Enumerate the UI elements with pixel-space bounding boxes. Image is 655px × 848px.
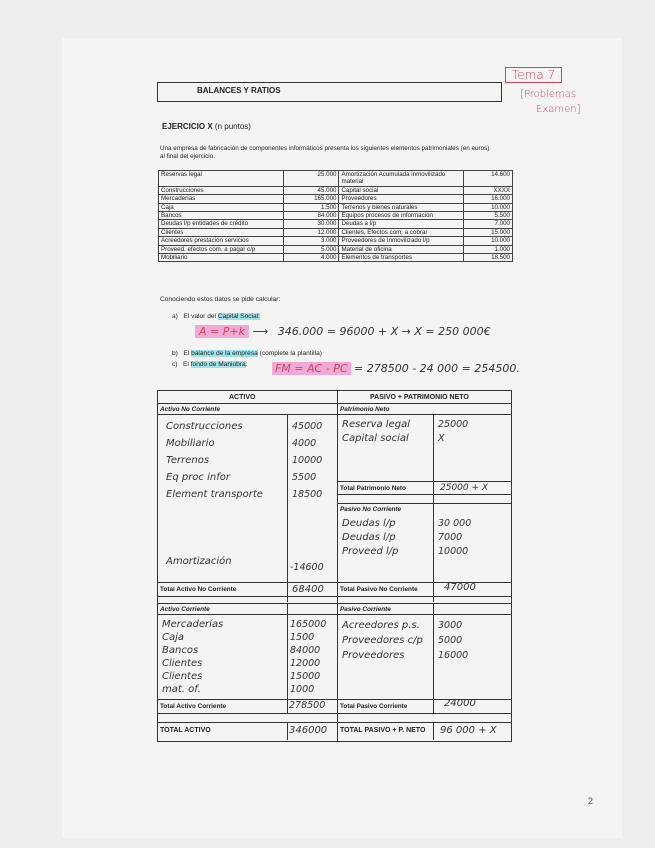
- question-a-letter: a): [172, 313, 178, 320]
- pnc-value: 30 000: [438, 518, 472, 529]
- pn-items: [342, 418, 410, 446]
- capital-calc: 346.000 = 96000 + X → X = 250 000€: [277, 325, 491, 338]
- pc-item: Proveedores: [342, 650, 405, 661]
- element-name: Clientes, Efectos com. a cobrar: [339, 228, 464, 236]
- element-name: Amortización Acumulada inmovilizado material: [339, 171, 464, 187]
- element-name: Construcciones: [159, 186, 284, 194]
- pn-item: Capital social: [342, 433, 409, 444]
- pnc-value: 7000: [438, 532, 463, 543]
- element-row: [159, 195, 513, 203]
- element-name: Mobiliario: [159, 254, 284, 262]
- element-value: 10.000: [464, 203, 513, 211]
- ac-item: Caja: [162, 632, 185, 643]
- element-name: Proveed. efectos com. a pagar c/p: [159, 245, 284, 253]
- tpnc-label: Total Pasivo No Corriente: [340, 586, 418, 593]
- anc-item: Mobiliario: [166, 438, 215, 449]
- element-name: Acreedores prestación servicios: [159, 237, 284, 245]
- question-c-suffix: :: [245, 361, 248, 368]
- anc-item: Construcciones: [166, 421, 243, 432]
- question-a-answer: [195, 325, 491, 338]
- question-b: [172, 350, 322, 357]
- ac-value: 15000: [290, 671, 321, 682]
- tanc-rule-bottom: [157, 596, 511, 597]
- element-value: 12.000: [284, 228, 339, 236]
- element-row: [159, 254, 513, 262]
- element-name: Proveedores: [339, 195, 464, 203]
- element-name: Deudas a l/p: [339, 220, 464, 228]
- tpn-label: Total Patrimonio Neto: [340, 485, 406, 492]
- total-activo-label: TOTAL ACTIVO: [160, 727, 211, 734]
- element-name: Reservas legal: [159, 171, 284, 187]
- pn-header: Patrimonio Neto: [340, 406, 390, 413]
- pnc-rule: [337, 503, 511, 504]
- total-activo-value: 346000: [289, 725, 328, 736]
- ac-values: [290, 618, 326, 696]
- element-name: Capital social: [339, 186, 464, 194]
- arrow-glyph: ⟶: [252, 325, 269, 338]
- tpnc-value: 47000: [444, 582, 476, 593]
- anc-value: 4000: [292, 438, 317, 449]
- ac-items: [162, 618, 223, 696]
- element-name: Material de oficina: [339, 245, 464, 253]
- anc-value: 10000: [292, 455, 323, 466]
- ac-value: 1000: [290, 684, 315, 695]
- element-value: 14.600: [464, 171, 513, 187]
- activo-header: ACTIVO: [229, 394, 256, 401]
- pnc-item: Deudas l/p: [342, 518, 396, 529]
- element-name: Mercaderías: [159, 195, 284, 203]
- pasivo-header: PASIVO + PATRIMONIO NETO: [370, 394, 469, 401]
- ac-value: 1500: [290, 632, 315, 643]
- anc-values: [292, 418, 322, 503]
- total-activo-divider: [287, 722, 288, 740]
- element-value: 84.000: [284, 212, 339, 220]
- formula-a-p-k: A = P+k: [195, 325, 249, 338]
- element-row: [159, 245, 513, 253]
- tac-rule-bottom: [157, 713, 511, 714]
- element-value: 15.000: [464, 228, 513, 236]
- element-name: Terrenos y bienes naturales: [339, 203, 464, 211]
- element-name: Equipos procesos de información: [339, 212, 464, 220]
- pn-value: X: [438, 433, 445, 444]
- ac-subheader-rule: [157, 614, 511, 615]
- element-name: Caja: [159, 203, 284, 211]
- question-a-text: El valor del: [183, 313, 218, 320]
- balance-highlight: balance de la empresa: [191, 350, 258, 357]
- pc-item: Proveedores c/p: [342, 635, 423, 646]
- tpc-label: Total Pasivo Corriente: [340, 703, 408, 710]
- question-c-letter: c): [172, 361, 178, 368]
- question-c: [172, 361, 248, 368]
- anc-value: 45000: [292, 421, 323, 432]
- ac-item: Clientes: [162, 658, 203, 669]
- element-value: 3.000: [284, 237, 339, 245]
- element-row: [159, 228, 513, 236]
- tema-note-box: Tema 7: [505, 67, 562, 83]
- element-name: Proveedores de Inmovilizado l/p: [339, 237, 464, 245]
- formula-fm: FM = AC - PC: [272, 362, 351, 375]
- element-value: 5.000: [284, 245, 339, 253]
- total-pasivo-value: 96 000 + X: [440, 725, 497, 736]
- element-row: [159, 220, 513, 228]
- element-value: 5.500: [464, 212, 513, 220]
- question-b-text: El: [183, 350, 192, 357]
- pc-values: [438, 618, 468, 663]
- tpc-value: 24000: [444, 698, 476, 709]
- ac-header: Activo Corriente: [160, 606, 210, 613]
- total-pasivo-divider: [433, 722, 434, 740]
- tema-note-sub2: Examen]: [536, 104, 581, 115]
- pc-items: [342, 618, 423, 663]
- element-name: Deudas l/p entidades de crédito: [159, 220, 284, 228]
- amortizacion-value: -14600: [290, 562, 324, 573]
- exercise-title: EJERCICIO X: [162, 122, 213, 131]
- element-value: 18.500: [464, 254, 513, 262]
- pc-value: 16000: [438, 650, 469, 661]
- intro-line-2: al final del ejercicio.: [160, 153, 215, 160]
- tac-label: Total Activo Corriente: [160, 703, 227, 710]
- ac-value: 84000: [290, 645, 321, 656]
- anc-item: Element transporte: [166, 489, 263, 500]
- element-value: 10.000: [464, 237, 513, 245]
- ac-item: mat. of.: [162, 684, 201, 695]
- ac-header-rule: [157, 603, 511, 604]
- section-title: BALANCES Y RATIOS: [197, 86, 281, 95]
- page-number: 2: [588, 796, 594, 806]
- pnc-item: Deudas l/p: [342, 532, 396, 543]
- fondo-maniobra-highlight: fondo de Maniobra: [190, 361, 246, 368]
- tac-value: 278500: [289, 700, 326, 711]
- element-value: 1.000: [464, 245, 513, 253]
- intro-text: [160, 145, 520, 161]
- element-name: Bancos: [159, 212, 284, 220]
- element-value: 1.500: [284, 203, 339, 211]
- anc-item: Eq proc infor: [166, 472, 230, 483]
- anc-header: Activo No Corriente: [160, 406, 221, 413]
- element-row: [159, 171, 513, 187]
- tpn-value: 25000 + X: [440, 483, 489, 493]
- exercise-points: (n puntos): [212, 122, 251, 131]
- know-text: Conociendo estos datos se pide calcular:: [160, 296, 281, 303]
- tanc-label: Total Activo No Corriente: [160, 586, 237, 593]
- total-rule: [157, 722, 511, 723]
- question-b-letter: b): [172, 350, 178, 357]
- pnc-items: [342, 517, 399, 559]
- header-rule: [157, 403, 511, 404]
- question-a: [172, 313, 260, 320]
- pc-value: 5000: [438, 635, 463, 646]
- element-name: Elementos de transportes: [339, 254, 464, 262]
- tpn-rule-bottom: [337, 494, 511, 495]
- element-row: [159, 212, 513, 220]
- total-pasivo-label: TOTAL PASIVO + P. NETO: [340, 727, 426, 734]
- pn-value-divider: [433, 414, 434, 602]
- anc-items: [166, 418, 263, 503]
- ac-item: Mercaderías: [162, 619, 224, 630]
- tpn-rule-top: [337, 481, 511, 482]
- element-value: 30.000: [284, 220, 339, 228]
- subheader-rule: [157, 414, 511, 415]
- element-value: XXXX: [464, 186, 513, 194]
- ac-item: Bancos: [162, 645, 199, 656]
- element-value: 7.000: [464, 220, 513, 228]
- question-c-answer: [272, 362, 520, 375]
- balance-divider: [337, 390, 338, 741]
- pc-item: Acreedores p.s.: [342, 620, 420, 631]
- question-c-text: El: [183, 361, 191, 368]
- anc-item: Terrenos: [166, 455, 210, 466]
- anc-value: 5500: [292, 472, 317, 483]
- exercise-heading: [162, 122, 251, 131]
- pnc-value: 10000: [438, 546, 469, 557]
- pn-value: 25000: [438, 419, 469, 430]
- pnc-values: [438, 517, 471, 559]
- tema-note-sub1: [Problemas: [520, 89, 577, 100]
- pnc-header: Pasivo No Corriente: [340, 506, 402, 513]
- ac-value-divider: [287, 603, 288, 713]
- anc-value: 18500: [292, 489, 323, 500]
- element-row: [159, 237, 513, 245]
- elements-table: [158, 170, 513, 262]
- pnc-item: Proveed l/p: [342, 546, 399, 557]
- ac-value: 165000: [290, 619, 327, 630]
- amortizacion-label: Amortización: [166, 556, 232, 567]
- element-row: [159, 186, 513, 194]
- element-value: 45.000: [284, 186, 339, 194]
- pc-header: Pasivo Corriente: [340, 606, 391, 613]
- anc-value-divider: [287, 414, 288, 602]
- pn-item: Reserva legal: [342, 419, 410, 430]
- element-value: 16.000: [464, 195, 513, 203]
- element-value: 25.000: [284, 171, 339, 187]
- capital-social-highlight: Capital Social:: [217, 313, 260, 320]
- question-b-suffix: (complete la plantilla): [257, 350, 322, 357]
- intro-line-1: Una empresa de fabricación de componentes informáticos presenta los siguientes elementos patrimoniales (en euros): [160, 145, 490, 152]
- pc-value: 3000: [438, 620, 463, 631]
- pc-value-divider: [433, 603, 434, 713]
- fm-calc: = 278500 - 24 000 = 254500.: [354, 362, 520, 375]
- ac-item: Clientes: [162, 671, 203, 682]
- pn-values: [438, 418, 468, 446]
- element-row: [159, 203, 513, 211]
- element-value: 4.000: [284, 254, 339, 262]
- ac-value: 12000: [290, 658, 321, 669]
- element-name: Clientes: [159, 228, 284, 236]
- tanc-value: 68400: [292, 584, 324, 595]
- element-value: 165.000: [284, 195, 339, 203]
